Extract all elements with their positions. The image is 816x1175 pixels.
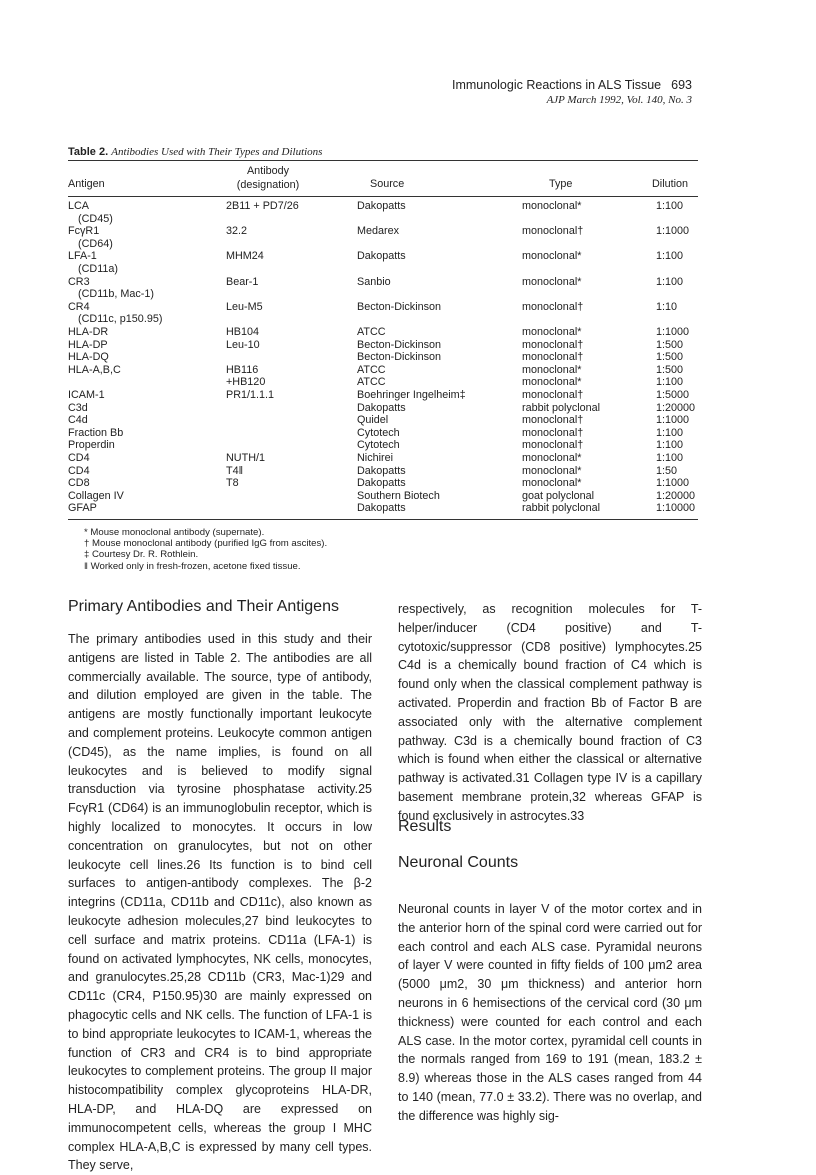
- cell-dilution: 1:50: [656, 464, 678, 477]
- running-title: Immunologic Reactions in ALS Tissue: [452, 78, 662, 92]
- cell-source: Nichirei: [357, 452, 393, 464]
- col-header-antibody: Antibody (designation): [236, 165, 300, 191]
- cell-dilution: 1:100: [656, 250, 684, 263]
- cell-type: monoclonal*: [522, 452, 582, 464]
- cell-antigen: CD4: [68, 464, 90, 477]
- cell-type: goat polyclonal: [522, 489, 595, 502]
- table-label: Table 2.: [68, 146, 109, 158]
- cell-type: monoclonal†: [522, 389, 584, 401]
- cell-type: monoclonal†: [522, 426, 584, 439]
- cell-antigen: GFAP: [68, 502, 97, 515]
- cell-source: Southern Biotech: [357, 489, 440, 502]
- journal-citation: AJP March 1992, Vol. 140, No. 3: [546, 94, 692, 106]
- cell-dilution: 1:100: [656, 376, 684, 389]
- cell-dilution: 1:20000: [656, 401, 696, 414]
- cell-dilution: 1:10000: [656, 502, 696, 515]
- cell-source: Dakopatts: [357, 464, 406, 477]
- cell-antigen: Fraction Bb: [68, 426, 124, 439]
- cell-dilution: 1:100: [656, 452, 684, 464]
- table-row: [68, 427, 698, 440]
- cell-antibody: HB116: [226, 363, 259, 376]
- cell-source: Medarex: [357, 225, 400, 238]
- table-footnote: † Mouse monoclonal antibody (purified IgG from ascites).: [84, 538, 328, 550]
- cell-source: Becton-Dickinson: [357, 300, 442, 313]
- cell-source: Quidel: [357, 414, 389, 427]
- cell-dilution: 1:1000: [656, 326, 690, 338]
- table-row: [68, 301, 698, 314]
- cell-source: Dakopatts: [357, 200, 406, 212]
- cell-antigen: C3d: [68, 401, 88, 414]
- paragraph-primary-antibodies: The primary antibodies used in this study and their antigens are listed in Table 2. The antibodies are all commercially available. The source, type of antibody, and dilution employed are given in the table. The antigens are mostly functionally important leukocyte and complement proteins. Leukocyte common antigen (CD45), as the name implies, is found on all leukocytes and is believed to modify signal transduction via tyrosine phosphatase activity.25 FcγR1 (CD64) is an immunoglobulin receptor, which is highly localized to monocytes. It occurs in low concentration on granulocytes, but not on other leukocyte cell lines.26 Its function is to bind cell surfaces to antigen-antibody complexes. The β-2 integrins (CD11a, CD11b and CD11c), also known as leukocyte adhesion molecules,27 bind leukocytes to cell surface and matrix proteins. CD11a (LFA-1) is found on activated lymphocytes, NK cells, monocytes, and granulocytes.25,28 CD11b (CR3, Mac-1)29 and CD11c (CR4, P150.95)30 are mainly expressed on phagocytic cells and NK cells. The function of LFA-1 is to bind appropriate leukocytes to ICAM-1, whereas the function of CR3 and CR4 is to bind appropriate leukocytes to complement proteins. The group II major histocompatibility complex glycoproteins HLA-DR, HLA-DP, and HLA-DQ are expressed on immunocompetent cells, whereas the group I MHC complex HLA-A,B,C is expressed by many cell types. They serve,: [68, 632, 372, 1173]
- cell-antigen: (CD64): [78, 237, 113, 250]
- cell-antigen: HLA-A,B,C: [68, 363, 121, 376]
- cell-antigen: HLA-DQ: [68, 351, 109, 364]
- section-title-results: Results: [398, 818, 452, 835]
- cell-antigen: (CD11c, p150.95): [78, 313, 163, 326]
- cell-type: monoclonal†: [522, 351, 584, 364]
- cell-source: Sanbio: [357, 275, 391, 288]
- table-header-rule: [68, 196, 698, 197]
- table-row: [68, 213, 698, 226]
- col-header-type: Type: [549, 178, 573, 190]
- cell-dilution: 1:10: [656, 300, 678, 313]
- table-row: [68, 364, 698, 377]
- table-row: [68, 389, 698, 402]
- table-row: [68, 414, 698, 427]
- cell-antibody: PR1/1.1.1: [226, 389, 275, 401]
- table-row: [68, 502, 698, 515]
- cell-source: Cytotech: [357, 426, 400, 439]
- table-footnote: ‖ Worked only in fresh-frozen, acetone fixed tissue.: [84, 560, 301, 572]
- table-caption: [68, 146, 322, 158]
- cell-dilution: 1:500: [656, 363, 684, 376]
- cell-source: Dakopatts: [357, 250, 406, 263]
- paragraph-neuronal-counts: Neuronal counts in layer V of the motor cortex and in the anterior horn of the spinal cord were carried out for each control and each ALS case. Pyramidal neurons of layer V were counted in fifty fields of 100 μm2 area (5000 μm2, 30 μm thickness) and anterior horn neurons in 6 hemisections of the cervical cord (30 μm thickness) were counted for each control and each ALS case. In the motor cortex, pyramidal cell counts in the normals ranged from 169 to 191 (mean, 183.2 ± 8.9) whereas those in the ALS cases ranged from 44 to 140 (mean, 77.0 ± 33.2). There was no overlap, and the difference was highly sig-: [398, 902, 702, 1123]
- table-row: [68, 276, 698, 289]
- running-header: [452, 78, 692, 106]
- page-number: 693: [671, 78, 692, 92]
- cell-type: rabbit polyclonal: [522, 502, 601, 515]
- cell-antigen: HLA-DR: [68, 326, 109, 338]
- table-row: [68, 200, 698, 213]
- cell-type: monoclonal†: [522, 414, 584, 427]
- table-row: [68, 351, 698, 364]
- cell-dilution: 1:100: [656, 275, 684, 288]
- table-row: [68, 238, 698, 251]
- cell-antigen: ICAM-1: [68, 389, 105, 401]
- paragraph-continued: respectively, as recognition molecules for T-helper/inducer (CD4 positive) and T-cytotoxic/suppressor (CD8 positive) lymphocytes.25 C4d is a chemically bound fraction of C4 which is found only when the classical complement pathway is activated. Properdin and fraction Bb of Factor B are associated only with the alternative complement pathway. C3d is a chemically bound fraction of C3 which is found when either the classical or alternative pathway is activated.31 Collagen type IV is a capillary basement membrane protein,32 whereas GFAP is found exclusively in astrocytes.33: [398, 602, 702, 823]
- table-row: [68, 465, 698, 478]
- body-text-neuronal: [398, 900, 702, 1126]
- cell-dilution: 1:1000: [656, 225, 690, 238]
- cell-antibody: Leu-M5: [226, 300, 263, 313]
- cell-type: monoclonal*: [522, 464, 582, 477]
- cell-dilution: 1:100: [656, 439, 684, 452]
- col-header-source: Source: [370, 178, 405, 190]
- cell-antibody: NUTH/1: [226, 452, 265, 464]
- cell-type: monoclonal†: [522, 225, 584, 238]
- cell-type: monoclonal*: [522, 326, 582, 338]
- cell-source: Dakopatts: [357, 502, 406, 515]
- col-header-antigen: Antigen: [68, 178, 105, 190]
- cell-antibody: HB104: [226, 326, 260, 338]
- cell-antibody: T8: [226, 477, 239, 490]
- table-footnote: ‡ Courtesy Dr. R. Rothlein.: [84, 549, 199, 561]
- cell-type: monoclonal*: [522, 477, 582, 490]
- section-title-neuronal-counts: Neuronal Counts: [398, 854, 519, 871]
- cell-type: rabbit polyclonal: [522, 401, 601, 414]
- cell-type: monoclonal*: [522, 275, 582, 288]
- table-row: [68, 477, 698, 490]
- cell-source: Becton-Dickinson: [357, 338, 442, 351]
- cell-antibody: MHM24: [226, 250, 264, 263]
- cell-antibody: 2B11 + PD7/26: [226, 200, 299, 212]
- table-row: [68, 225, 698, 238]
- cell-dilution: 1:1000: [656, 477, 690, 490]
- cell-type: monoclonal*: [522, 250, 582, 263]
- table-row: [68, 339, 698, 352]
- table-bottom-rule: [68, 519, 698, 520]
- cell-antibody: Leu-10: [226, 338, 260, 351]
- table-row: [68, 326, 698, 339]
- cell-antigen: CD8: [68, 477, 90, 490]
- cell-type: monoclonal†: [522, 338, 584, 351]
- cell-type: monoclonal*: [522, 200, 582, 212]
- table-footnotes: [84, 527, 327, 572]
- body-text-right-column: [398, 600, 702, 826]
- cell-dilution: 1:100: [656, 426, 684, 439]
- cell-source: Dakopatts: [357, 477, 406, 490]
- cell-dilution: 1:500: [656, 351, 684, 364]
- cell-antigen: HLA-DP: [68, 338, 108, 351]
- cell-antigen: (CD11a): [78, 263, 118, 275]
- cell-dilution: 1:20000: [656, 489, 696, 502]
- section-title-primary-antibodies: Primary Antibodies and Their Antigens: [68, 598, 339, 615]
- table-row: [68, 490, 698, 503]
- table-header: [68, 164, 698, 196]
- cell-antigen: C4d: [68, 414, 88, 427]
- cell-type: monoclonal*: [522, 363, 582, 376]
- table-top-rule: [68, 160, 698, 161]
- cell-antigen: CD4: [68, 452, 90, 464]
- cell-source: Boehringer Ingelheim‡: [357, 389, 466, 401]
- cell-source: ATCC: [357, 363, 386, 376]
- cell-antibody: Bear-1: [226, 275, 259, 288]
- table-footnote: * Mouse monoclonal antibody (supernate).: [84, 527, 265, 538]
- table-title: Antibodies Used with Their Types and Dilutions: [111, 146, 323, 158]
- col-header-dilution: Dilution: [652, 178, 689, 190]
- cell-antigen: (CD11b, Mac-1): [78, 288, 154, 301]
- table-row: [68, 288, 698, 301]
- cell-antigen: (CD45): [78, 212, 113, 225]
- cell-dilution: 1:100: [656, 200, 684, 212]
- cell-antigen: LCA: [68, 200, 90, 212]
- cell-antigen: FcγR1: [68, 225, 100, 238]
- cell-antibody: +HB120: [226, 376, 266, 389]
- cell-dilution: 1:1000: [656, 414, 690, 427]
- cell-antigen: LFA-1: [68, 250, 97, 263]
- table-row: [68, 313, 698, 326]
- cell-source: Becton-Dickinson: [357, 351, 442, 364]
- cell-source: ATCC: [357, 376, 386, 389]
- cell-antigen: CR3: [68, 275, 90, 288]
- table-row: [68, 376, 698, 389]
- cell-source: Dakopatts: [357, 401, 406, 414]
- cell-antigen: Collagen IV: [68, 489, 124, 502]
- cell-type: monoclonal*: [522, 376, 582, 389]
- cell-antigen: CR4: [68, 300, 90, 313]
- table-row: [68, 402, 698, 415]
- table-row: [68, 452, 698, 465]
- cell-antigen: Properdin: [68, 439, 115, 452]
- cell-dilution: 1:500: [656, 338, 684, 351]
- cell-dilution: 1:5000: [656, 389, 690, 401]
- cell-source: ATCC: [357, 326, 386, 338]
- cell-antibody: 32.2: [226, 225, 248, 238]
- cell-antibody: T4‖: [226, 464, 244, 477]
- table-row: [68, 263, 698, 276]
- body-text-left-column: [68, 630, 372, 1175]
- cell-type: monoclonal†: [522, 439, 584, 452]
- cell-source: Cytotech: [357, 439, 400, 452]
- cell-type: monoclonal†: [522, 300, 584, 313]
- table-row: [68, 439, 698, 452]
- table-row: [68, 250, 698, 263]
